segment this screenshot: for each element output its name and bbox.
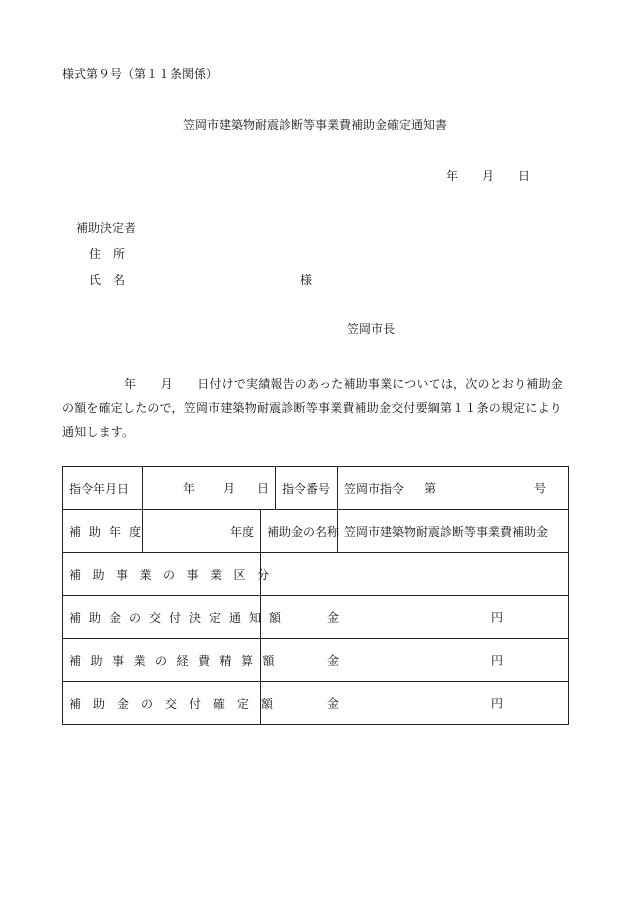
document-title: 笠岡市建築物耐震診断等事業費補助金確定通知書 bbox=[182, 118, 447, 132]
settled-cost-label: 補助事業の経費精算額 bbox=[63, 639, 261, 682]
name-label: 氏 名 bbox=[89, 273, 126, 287]
settled-cost-kin: 金 bbox=[327, 653, 340, 668]
notified-amount-en: 円 bbox=[491, 610, 504, 625]
issue-date-year: 年 bbox=[445, 169, 458, 183]
order-date-value bbox=[143, 467, 276, 510]
order-number-dai: 第 bbox=[424, 481, 437, 496]
confirmed-amount-kin: 金 bbox=[327, 696, 340, 711]
recipient-heading: 補助決定者 bbox=[76, 221, 137, 235]
notified-amount-label: 補助金の交付決定通知額 bbox=[63, 596, 261, 639]
order-date-day: 日 bbox=[257, 481, 270, 496]
order-number-label: 指令番号 bbox=[276, 467, 338, 510]
subsidy-name-label: 補助金の名称 bbox=[261, 510, 338, 553]
issue-date-day: 日 bbox=[517, 169, 530, 183]
issue-date-month: 月 bbox=[481, 169, 494, 183]
settled-cost-en: 円 bbox=[491, 653, 504, 668]
details-table bbox=[62, 466, 569, 725]
table-row-notified-amount bbox=[63, 596, 569, 639]
confirmed-amount-en: 円 bbox=[491, 696, 504, 711]
category-value bbox=[261, 553, 569, 596]
settled-cost-value bbox=[261, 639, 569, 682]
confirmed-amount-label: 補助金の交付確定額 bbox=[63, 682, 261, 725]
issue-date bbox=[446, 170, 530, 182]
body-text: 年 月 日付けで実績報告のあった補助事業については，次のとおり補助金の額を確定したので，笠岡市建築物耐震診断等事業費補助金交付要綱第１１条の規定により通知します。 bbox=[62, 377, 563, 439]
order-number-go: 号 bbox=[534, 481, 547, 496]
body-paragraph bbox=[62, 372, 570, 444]
subsidy-name-value: 笠岡市建築物耐震診断等事業費補助金 bbox=[338, 510, 569, 553]
fiscal-year-label: 補助年度 bbox=[63, 510, 143, 553]
table-row-settled-cost bbox=[63, 639, 569, 682]
order-date-month: 月 bbox=[223, 481, 236, 496]
category-label: 補助事業の事業区分 bbox=[63, 553, 261, 596]
notified-amount-kin: 金 bbox=[327, 610, 340, 625]
order-number-value bbox=[338, 467, 569, 510]
order-number-prefix: 笠岡市指令 bbox=[344, 481, 405, 496]
table-row-fiscal-year bbox=[63, 510, 569, 553]
address-label: 住 所 bbox=[89, 247, 126, 261]
table-row-order-date bbox=[63, 467, 569, 510]
form-number: 様式第９号（第１１条関係） bbox=[62, 67, 219, 81]
order-date-year: 年 bbox=[183, 481, 196, 496]
table-row-confirmed-amount bbox=[63, 682, 569, 725]
notified-amount-value bbox=[261, 596, 569, 639]
order-date-label: 指令年月日 bbox=[63, 467, 143, 510]
table-row-category bbox=[63, 553, 569, 596]
fiscal-year-value bbox=[143, 510, 261, 553]
confirmed-amount-value bbox=[261, 682, 569, 725]
honorific: 様 bbox=[300, 273, 313, 287]
issuer-title: 笠岡市長 bbox=[347, 322, 396, 336]
fiscal-year-suffix: 年度 bbox=[229, 524, 254, 539]
